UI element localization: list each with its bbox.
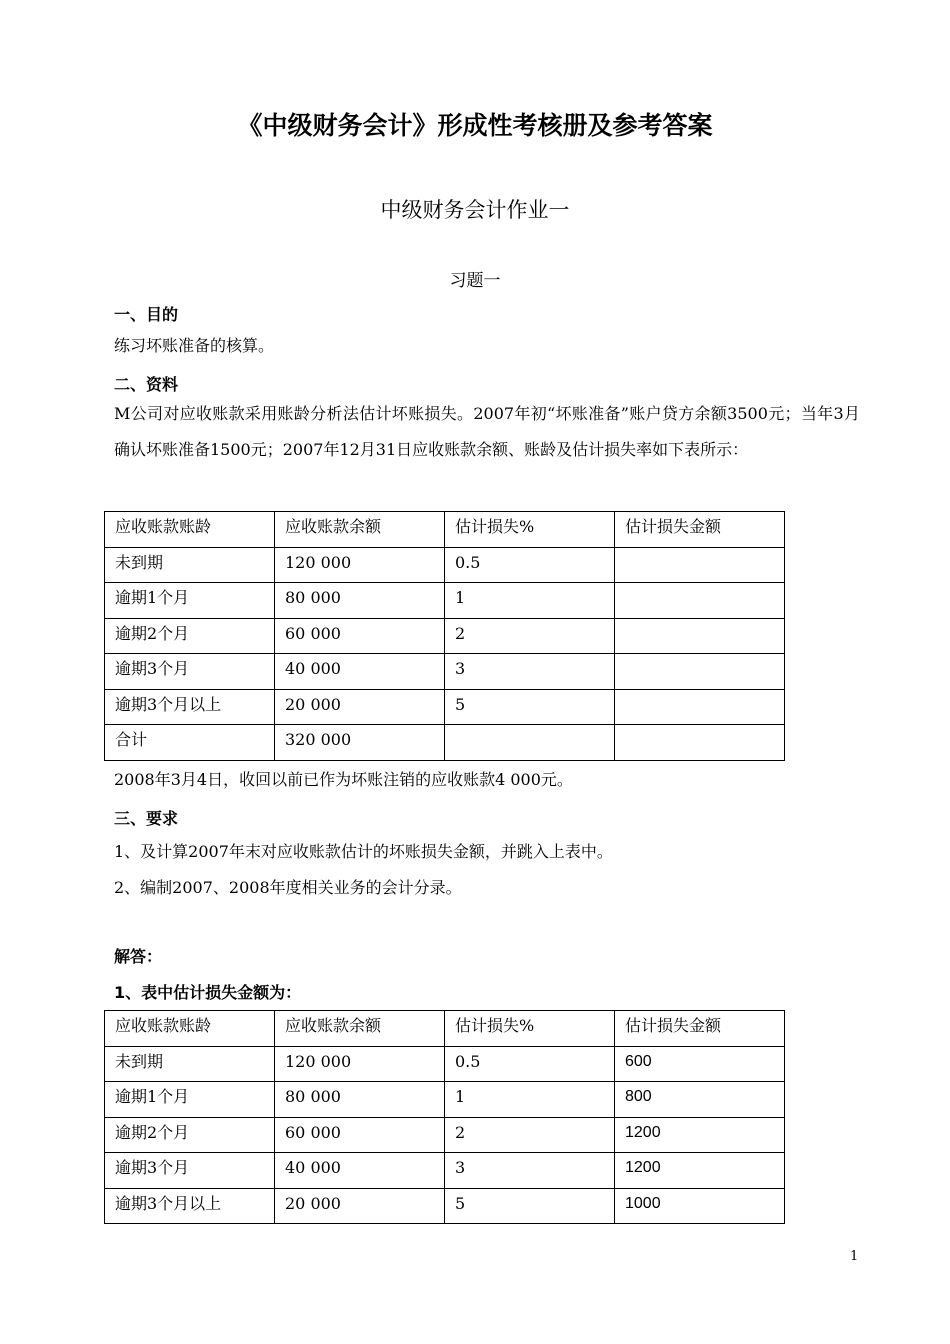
table-cell: 逾期3个月	[105, 1153, 275, 1189]
table-cell: 逾期3个月以上	[105, 1188, 275, 1224]
page-number: 1	[850, 1249, 859, 1264]
table-cell: 320 000	[275, 725, 445, 761]
table-cell: 1200	[615, 1117, 785, 1153]
table-cell: 合计	[105, 725, 275, 761]
table-cell: 60 000	[275, 1117, 445, 1153]
table-header-cell: 应收账款余额	[275, 1011, 445, 1047]
table-row	[105, 1188, 785, 1224]
table-row	[105, 1082, 785, 1118]
table-row	[105, 689, 785, 725]
table-header-cell: 估计损失%	[445, 1011, 615, 1047]
table-cell	[615, 689, 785, 725]
table-cell: 60 000	[275, 618, 445, 654]
table-cell: 40 000	[275, 654, 445, 690]
table-cell: 600	[615, 1046, 785, 1082]
table-cell: 逾期3个月以上	[105, 689, 275, 725]
data-table	[104, 511, 785, 761]
table-cell: 0.5	[445, 547, 615, 583]
assignment-title: 中级财务会计作业一	[380, 198, 570, 222]
exercise-title: 习题一	[449, 271, 501, 291]
table-header-row	[105, 512, 785, 548]
answer-heading: 解答：	[114, 947, 163, 966]
section-material-text: M公司对应收账款采用账龄分析法估计坏账损失。2007年初“坏账准备”账户贷方余额3500元；当年3月确认坏账准备1500元；2007年12月31日应收账款余额、账龄及估计损失率如下表所示：	[114, 404, 860, 459]
table-cell: 1	[445, 583, 615, 619]
table-cell: 1	[445, 1082, 615, 1118]
table-row	[105, 654, 785, 690]
table-row	[105, 1117, 785, 1153]
table-header-cell: 应收账款余额	[275, 512, 445, 548]
table-row	[105, 547, 785, 583]
table-row	[105, 1153, 785, 1189]
table-row	[105, 583, 785, 619]
table-cell: 1200	[615, 1153, 785, 1189]
document-title: 《中级财务会计》形成性考核册及参考答案	[237, 111, 713, 140]
table-cell: 5	[445, 689, 615, 725]
table-cell	[615, 654, 785, 690]
table-cell: 逾期2个月	[105, 618, 275, 654]
table-cell: 3	[445, 1153, 615, 1189]
table-cell: 逾期3个月	[105, 654, 275, 690]
table-cell: 120 000	[275, 547, 445, 583]
section-purpose-text: 练习坏账准备的核算。	[114, 336, 275, 355]
table-cell: 40 000	[275, 1153, 445, 1189]
recovery-note: 2008年3月4日，收回以前已作为坏账注销的应收账款4 000元。	[114, 770, 573, 789]
table-header-row	[105, 1011, 785, 1047]
table-row	[105, 725, 785, 761]
requirement-item: 2、编制2007、2008年度相关业务的会计分录。	[114, 878, 462, 897]
table-cell: 800	[615, 1082, 785, 1118]
section-purpose-heading: 一、目的	[114, 305, 179, 324]
requirement-item: 1、及计算2007年末对应收账款估计的坏账损失金额，并跳入上表中。	[114, 842, 613, 861]
table-header-cell: 应收账款账龄	[105, 512, 275, 548]
table-header-cell: 估计损失金额	[615, 1011, 785, 1047]
table-header-cell: 估计损失%	[445, 512, 615, 548]
table-row	[105, 1046, 785, 1082]
table-cell	[615, 618, 785, 654]
answer-table	[104, 1010, 785, 1224]
table-cell: 3	[445, 654, 615, 690]
table-cell: 80 000	[275, 583, 445, 619]
answer-subheading: 1、表中估计损失金额为：	[114, 983, 302, 1002]
table-cell: 逾期2个月	[105, 1117, 275, 1153]
table-cell: 20 000	[275, 1188, 445, 1224]
table-cell: 逾期1个月	[105, 583, 275, 619]
table-cell	[615, 547, 785, 583]
table-cell: 1000	[615, 1188, 785, 1224]
table-cell: 0.5	[445, 1046, 615, 1082]
table-cell	[615, 725, 785, 761]
table-header-cell: 应收账款账龄	[105, 1011, 275, 1047]
table-cell: 逾期1个月	[105, 1082, 275, 1118]
table-cell	[615, 583, 785, 619]
table-header-cell: 估计损失金额	[615, 512, 785, 548]
table-cell: 未到期	[105, 1046, 275, 1082]
section-requirements-heading: 三、要求	[114, 809, 179, 828]
table-row	[105, 618, 785, 654]
section-material-heading: 二、资料	[114, 375, 179, 394]
table-cell: 未到期	[105, 547, 275, 583]
table-cell: 5	[445, 1188, 615, 1224]
table-cell: 2	[445, 618, 615, 654]
table-cell: 2	[445, 1117, 615, 1153]
table-cell: 20 000	[275, 689, 445, 725]
table-cell: 80 000	[275, 1082, 445, 1118]
table-cell: 120 000	[275, 1046, 445, 1082]
table-cell	[445, 725, 615, 761]
